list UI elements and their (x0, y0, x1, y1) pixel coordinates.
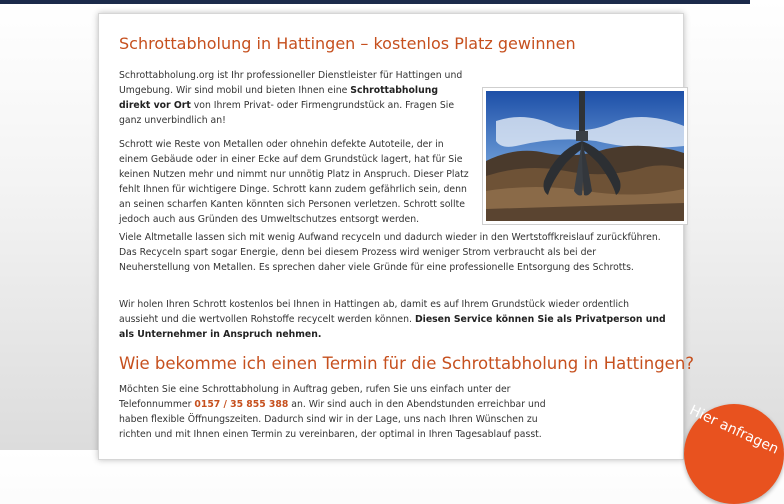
intro-bold: Schrottabholung direkt vor Ort (119, 85, 438, 111)
intro-paragraph (119, 68, 469, 128)
paragraph-recycling: Viele Altmetalle lassen sich mit wenig Aufwand recyceln und dadurch wieder in den Wertstoffkreislauf zurückführen. Das Recyceln spart sogar Energie, denn bei diesem Prozess wird weniger Strom verbraucht als bei der Neuherstellung von Metallen. Es sprechen daher viele Gründe für eine professionelle Entsorgung des Schrotts. (119, 232, 661, 273)
paragraph-service (119, 297, 667, 342)
appointment-text-2: an. Wir sind auch in den Abendstunden erreichbar und haben flexible Öffnungszeiten. Dadurch sind wir in der Lage, uns nach Ihren Wünschen zu richten und mit Ihnen einen Termin zu vereinbaren, der optimal in Ihren Tagesablauf passt. (119, 399, 546, 440)
section-heading-appointment: Wie bekomme ich einen Termin für die Schrottabholung in Hattingen? (119, 354, 695, 373)
paragraph-scrap-info: Schrott wie Reste von Metallen oder ohnehin defekte Autoteile, der in einem Gebäude oder in einer Ecke auf dem Grundstück lagert, hat für Sie keinen Nutzen mehr und nimmt nur unnötig Platz in Anspruch. Dieser Platz fehlt Ihnen für wichtigere Dinge. Schrott kann zudem gefährlich sein, denn an seinen scharfen Kanten könnten sich Personen verletzen. Schrott sollte jedoch auch aus Gründen des Umweltschutzes entsorgt werden. (119, 139, 469, 225)
paragraph-appointment (119, 382, 569, 442)
top-bar (0, 0, 750, 4)
service-bold: Diesen Service können Sie als Privatperson und als Unternehmer in Anspruch nehmen. (119, 314, 666, 340)
page-title: Schrottabholung in Hattingen – kostenlos Platz gewinnen (119, 34, 576, 53)
content-card (98, 13, 782, 460)
cta-label: Hier anfragen (686, 402, 782, 458)
scrap-grabber-photo (482, 87, 688, 225)
phone-number-link[interactable]: 0157 / 35 855 388 (194, 399, 289, 410)
service-text: Wir holen Ihren Schrott kostenlos bei Ihnen in Hattingen ab, damit es auf Ihrem Grundstück wieder ordentlich aussieht und die wertvollen Rohstoffe recycelt werden können. (119, 299, 630, 325)
scrap-photo-image (486, 91, 684, 221)
appointment-text-1: Möchten Sie eine Schrottabholung in Auftrag geben, rufen Sie uns einfach unter der Telefonnummer (119, 384, 511, 410)
request-cta-button[interactable] (684, 404, 784, 504)
intro-text-2: von Ihrem Privat- oder Firmengrundstück an. Fragen Sie ganz unverbindlich an! (119, 100, 455, 126)
intro-text-1: Schrottabholung.org ist Ihr professioneller Dienstleister für Hattingen und Umgebung. Wir sind mobil und bieten Ihnen eine (119, 70, 463, 96)
